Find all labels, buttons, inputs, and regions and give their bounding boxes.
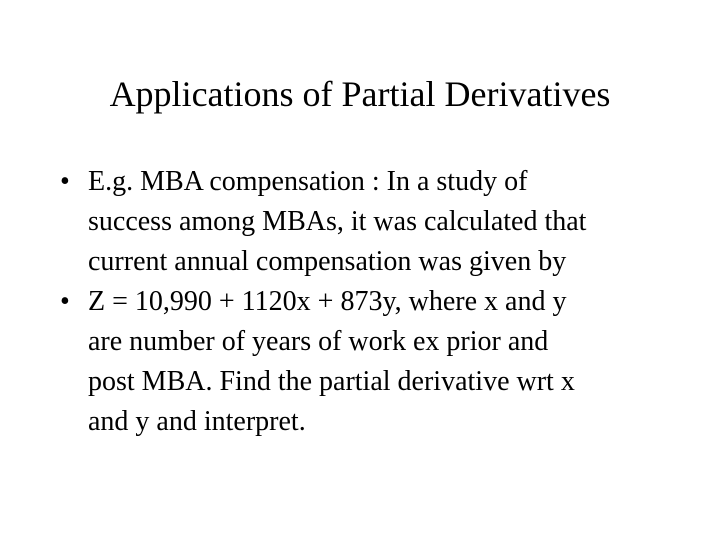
bullet-item-1 — [60, 162, 660, 282]
bullet-2-line-3: post MBA. Find the partial derivative wrt x — [88, 366, 575, 397]
bullet-2-line-1: Z = 10,990 + 1120x + 873y, where x and y — [88, 286, 567, 317]
bullet-item-2 — [60, 282, 660, 442]
bullet-1-line-1: E.g. MBA compensation : In a study of — [88, 166, 528, 197]
bullet-marker: • — [60, 166, 70, 197]
bullet-marker: • — [60, 286, 70, 317]
bullet-list — [60, 162, 660, 442]
slide-title: Applications of Partial Derivatives — [109, 74, 611, 114]
bullet-2-line-2: are number of years of work ex prior and — [88, 326, 549, 357]
bullet-1-line-2: success among MBAs, it was calculated that — [88, 206, 587, 237]
bullet-2-line-4: and y and interpret. — [88, 406, 306, 437]
bullet-1-line-3: current annual compensation was given by — [88, 246, 567, 277]
